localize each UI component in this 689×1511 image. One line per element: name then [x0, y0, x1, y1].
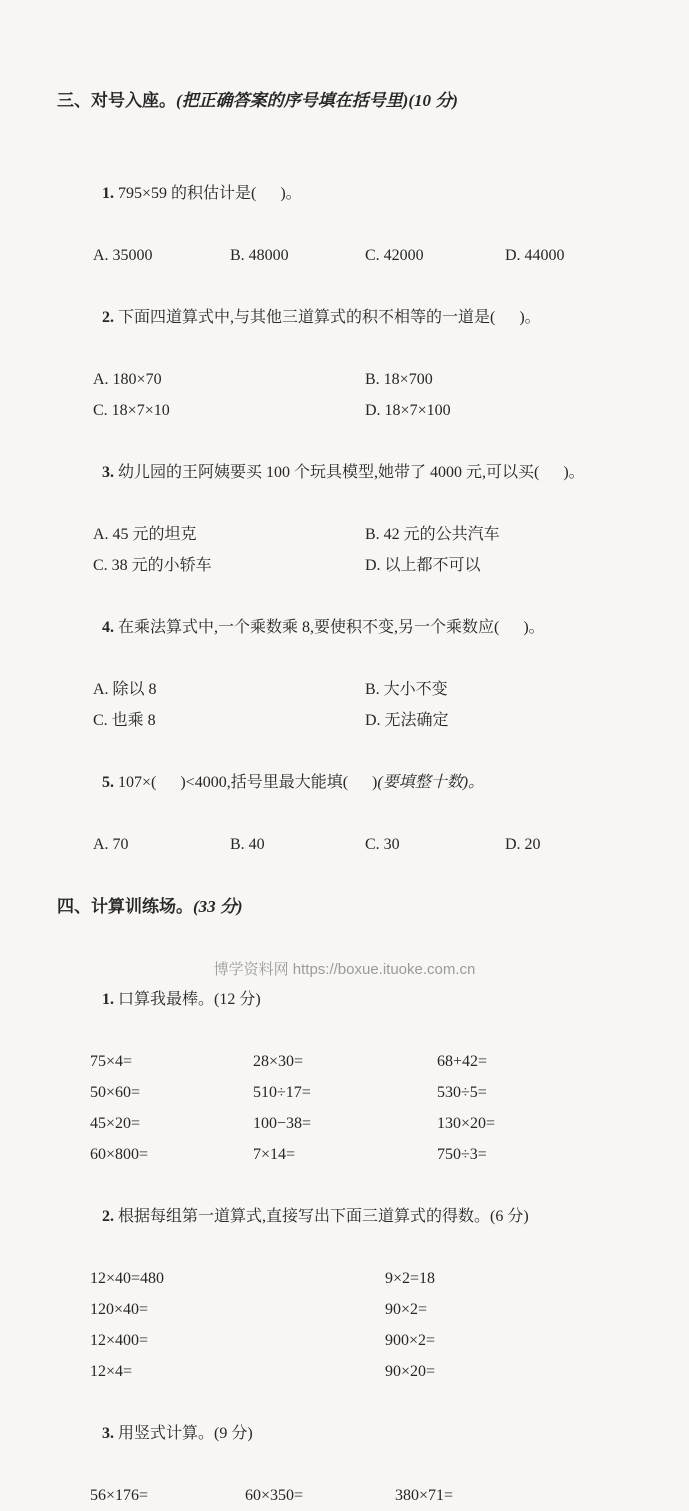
question-3-4-options [93, 674, 661, 736]
calc-item: 530÷5= [437, 1084, 487, 1101]
exercise-title: 口算我最棒。(12 分) [114, 991, 261, 1008]
calc-item: 60×800= [90, 1146, 149, 1163]
question-text: 幼儿园的王阿姨要买 100 个玩具模型,她带了 4000 元,可以买( )。 [114, 464, 585, 481]
option-c: C. 也乘 8 [93, 712, 156, 729]
calc-item: 510÷17= [253, 1084, 311, 1101]
option-b: B. 18×700 [365, 371, 433, 388]
question-text: 795×59 的积估计是( )。 [114, 185, 302, 202]
calc-item: 56×176= [90, 1487, 149, 1504]
question-number: 3. [102, 464, 114, 481]
question-number: 1. [102, 185, 114, 202]
option-a: A. 70 [93, 836, 129, 853]
calc-item: 60×350= [245, 1487, 304, 1504]
option-c: C. 38 元的小轿车 [93, 557, 212, 574]
question-3-2-text [40, 271, 661, 364]
option-d: D. 44000 [505, 247, 565, 264]
option-b: B. 48000 [230, 247, 289, 264]
exercise-4-1 [40, 953, 661, 1170]
calc-item: 380×71= [395, 1487, 454, 1504]
question-3-3-options [93, 519, 661, 581]
pattern-calculation-grid [90, 1263, 661, 1387]
calc-item: 68+42= [437, 1053, 488, 1070]
option-c: C. 42000 [365, 247, 424, 264]
exercise-number: 2. [102, 1208, 114, 1225]
exercise-number: 3. [102, 1425, 114, 1442]
question-3-3-text [40, 426, 661, 519]
question-number: 2. [102, 309, 114, 326]
question-3-5-options [93, 829, 661, 860]
exercise-title: 用竖式计算。(9 分) [114, 1425, 253, 1442]
exercise-4-3 [40, 1387, 661, 1511]
question-text: 107×( )<4000,括号里最大能填( ) [114, 774, 378, 791]
calc-item: 130×20= [437, 1115, 496, 1132]
calc-item: 50×60= [90, 1084, 141, 1101]
option-b: B. 40 [230, 836, 265, 853]
option-d: D. 20 [505, 836, 541, 853]
question-3-3 [40, 426, 661, 581]
option-d: D. 无法确定 [365, 712, 449, 729]
option-d: D. 以上都不可以 [365, 557, 481, 574]
calc-item: 120×40= [90, 1301, 149, 1318]
option-a: A. 45 元的坦克 [93, 526, 197, 543]
calc-item: 90×20= [385, 1363, 436, 1380]
question-3-5 [40, 736, 661, 860]
calc-item: 75×4= [90, 1053, 133, 1070]
option-b: B. 42 元的公共汽车 [365, 526, 500, 543]
exercise-4-2-title [40, 1170, 661, 1263]
calc-item: 12×40=480 [90, 1270, 165, 1287]
question-number: 4. [102, 619, 114, 636]
calc-item: 100−38= [253, 1115, 312, 1132]
calc-item: 28×30= [253, 1053, 304, 1070]
question-3-1 [40, 147, 661, 271]
calc-item: 7×14= [253, 1146, 296, 1163]
calc-item: 12×400= [90, 1332, 149, 1349]
calc-item: 900×2= [385, 1332, 436, 1349]
section-4-heading [40, 860, 661, 953]
calc-item: 45×20= [90, 1115, 141, 1132]
question-3-4 [40, 581, 661, 736]
section-4-title: 四、计算训练场。 [57, 897, 193, 916]
question-3-2 [40, 271, 661, 426]
option-b: B. 大小不变 [365, 681, 448, 698]
option-a: A. 除以 8 [93, 681, 157, 698]
question-text: 在乘法算式中,一个乘数乘 8,要使积不变,另一个乘数应( )。 [114, 619, 545, 636]
question-note: (要填整十数)。 [377, 774, 485, 791]
option-c: C. 30 [365, 836, 400, 853]
question-3-4-text [40, 581, 661, 674]
calc-item: 750÷3= [437, 1146, 487, 1163]
question-3-1-text [40, 147, 661, 240]
vertical-calculation-grid [90, 1480, 661, 1511]
question-3-2-options [93, 364, 661, 426]
question-3-5-text [40, 736, 661, 829]
calc-item: 12×4= [90, 1363, 133, 1380]
calc-item: 90×2= [385, 1301, 428, 1318]
exercise-4-2 [40, 1170, 661, 1387]
exercise-4-3-title [40, 1387, 661, 1480]
question-3-1-options [93, 240, 661, 271]
section-3-title: 三、对号入座。 [57, 91, 176, 110]
option-d: D. 18×7×100 [365, 402, 451, 419]
section-3-heading [40, 54, 661, 147]
question-number: 5. [102, 774, 114, 791]
oral-calculation-grid [90, 1046, 661, 1170]
section-3-note: (把正确答案的序号填在括号里)(10 分) [176, 91, 458, 110]
footer-watermark: 博学资料网 https://boxue.ituoke.com.cn [213, 961, 476, 978]
section-4-note: (33 分) [193, 897, 243, 916]
question-text: 下面四道算式中,与其他三道算式的积不相等的一道是( )。 [114, 309, 541, 326]
exercise-number: 1. [102, 991, 114, 1008]
option-c: C. 18×7×10 [93, 402, 170, 419]
option-a: A. 180×70 [93, 371, 162, 388]
option-a: A. 35000 [93, 247, 153, 264]
exercise-title: 根据每组第一道算式,直接写出下面三道算式的得数。(6 分) [114, 1208, 529, 1225]
calc-item: 9×2=18 [385, 1270, 436, 1287]
